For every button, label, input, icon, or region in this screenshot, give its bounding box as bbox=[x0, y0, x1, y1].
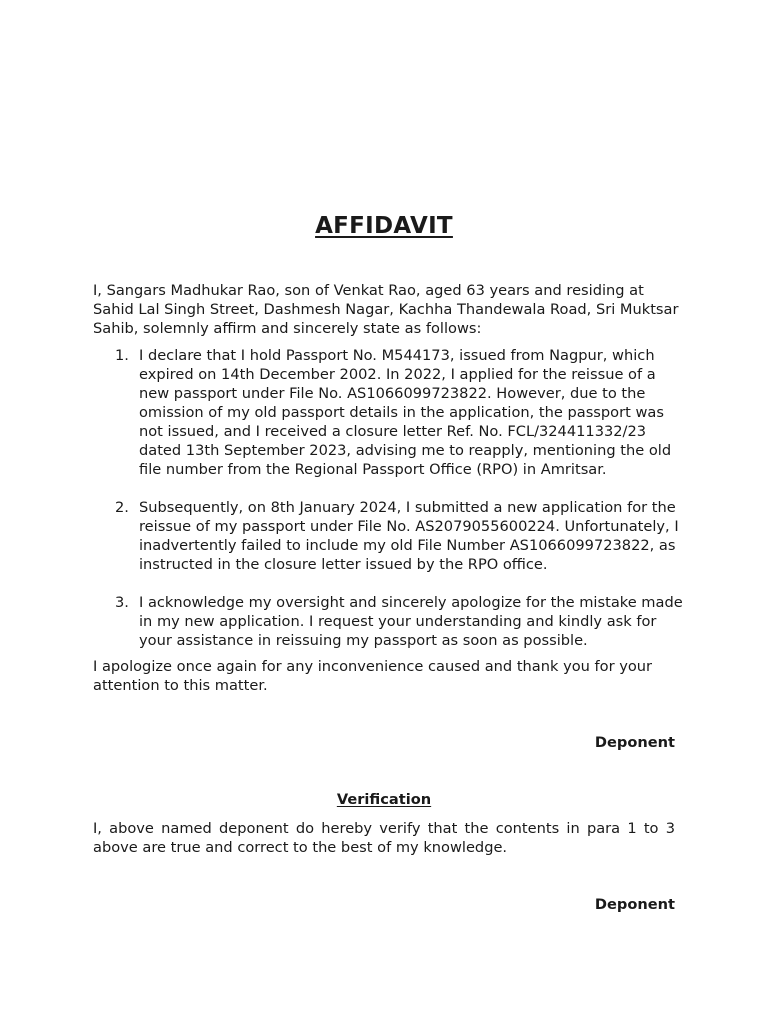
deponent-signature-label: Deponent bbox=[594, 734, 675, 751]
document-title: AFFIDAVIT bbox=[315, 213, 453, 239]
list-item-number: 1. bbox=[115, 347, 129, 364]
intro-paragraph: I, Sangars Madhukar Rao, son of Venkat Rao, aged 63 years and residing at Sahid Lal Singh Street, Dashmesh Nagar, Kachha Thandewala Road, Sri Muktsar Sahib, solemnly affirm and sincerely state as follows: bbox=[93, 282, 679, 337]
list-item bbox=[93, 498, 683, 574]
closing-paragraph: I apologize once again for any inconvenience caused and thank you for your attention to this matter. bbox=[93, 658, 653, 694]
list-item-text: I declare that I hold Passport No. M544173, issued from Nagpur, which expired on 14th December 2002. In 2022, I applied for the reissue of a new passport under File No. AS1066099723822. However, due to the omission of my old passport details in the application, the passport was not issued, and I received a closure letter Ref. No. FCL/324411332/23 dated 13th September 2023, advising me to reapply, mentioning the old file number from the Regional Passport Office (RPO) in Amritsar. bbox=[139, 347, 672, 478]
list-item-number: 2. bbox=[115, 499, 129, 516]
deponent-signature-label: Deponent bbox=[594, 896, 675, 913]
verification-heading: Verification bbox=[336, 791, 432, 808]
list-item-number: 3. bbox=[115, 594, 129, 611]
list-item-text: Subsequently, on 8th January 2024, I submitted a new application for the reissue of my passport under File No. AS2079055600224. Unfortunately, I inadvertently failed to include my old File Number AS1066099723822, as instructed in the closure letter issued by the RPO office. bbox=[139, 499, 679, 573]
list-item bbox=[93, 346, 683, 479]
list-item-text: I acknowledge my oversight and sincerely apologize for the mistake made in my new application. I request your understanding and kindly ask for your assistance in reissuing my passport as soon as possible. bbox=[139, 594, 683, 649]
list-item bbox=[93, 593, 683, 650]
verification-paragraph: I, above named deponent do hereby verify that the contents in para 1 to 3 above are true and correct to the best of my knowledge. bbox=[93, 820, 675, 856]
statement-list bbox=[93, 346, 683, 650]
